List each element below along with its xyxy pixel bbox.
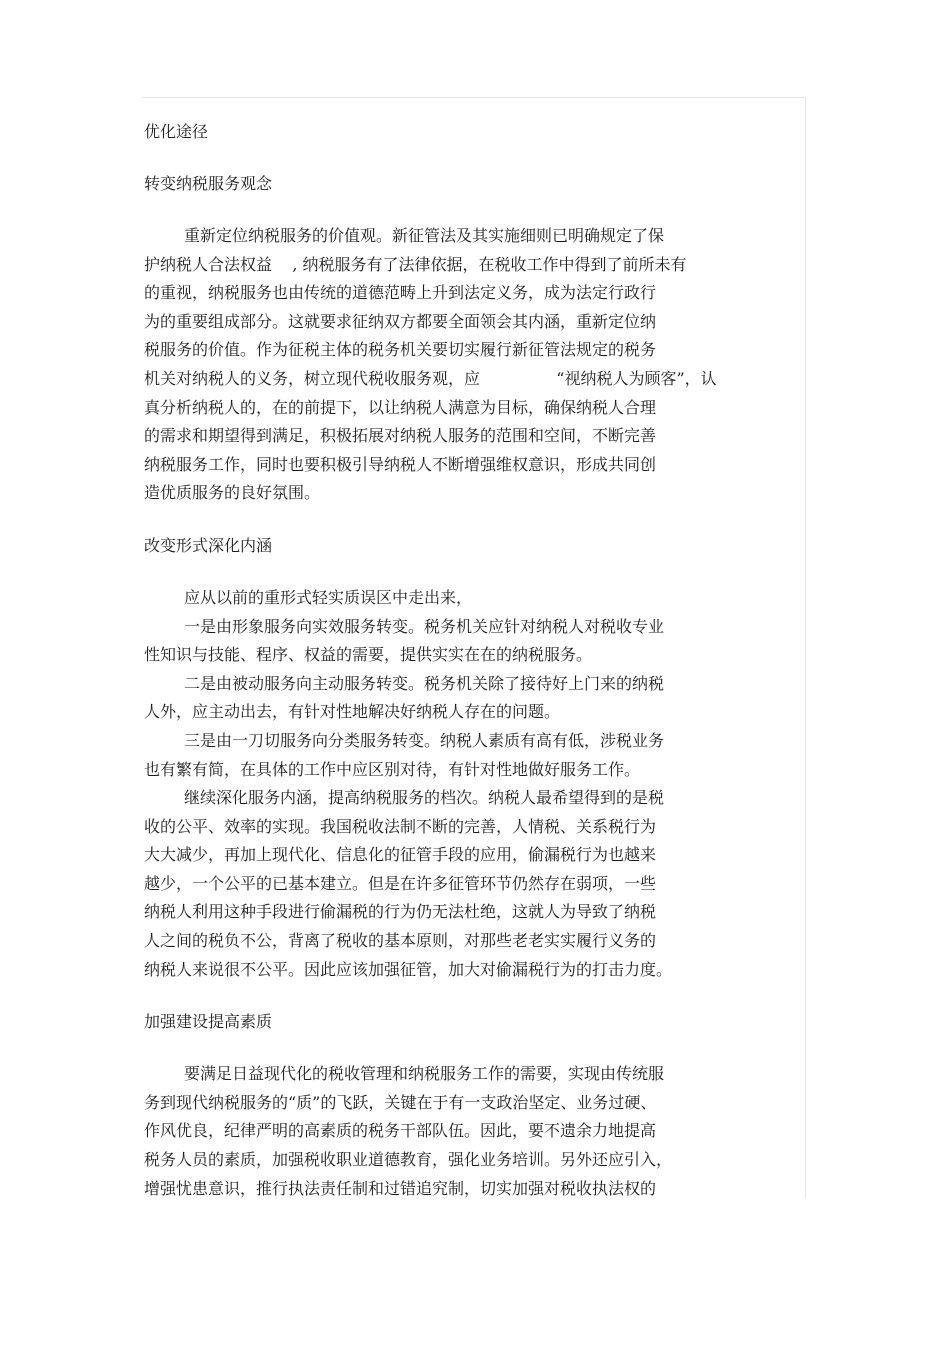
text-line: 性知识与技能、程序、权益的需要，提供实实在在的纳税服务。 <box>144 645 593 665</box>
paragraph <box>144 222 794 508</box>
text-line: 收的公平、效率的实现。我国税收法制不断的完善，人情税、关系税行为 <box>144 816 657 836</box>
text-line: 造优质服务的良好氛围。 <box>144 483 321 503</box>
text-line: 也有繁有简，在具体的工作中应区别对待，有针对性地做好服务工作。 <box>144 759 641 779</box>
text-line: 越少，一个公平的已基本建立。但是在许多征管环节仍然存在弱项，一些 <box>144 873 657 893</box>
text-line: 三是由一刀切服务向分类服务转变。纳税人素质有高有低，涉税业务 <box>184 730 665 750</box>
text-line: 税服务的价值。作为征税主体的税务机关要切实履行新征管法规定的税务 <box>144 340 657 360</box>
paragraph <box>144 1060 794 1203</box>
text-line: 真分析纳税人的，在的前提下，以让纳税人满意为目标，确保纳税人合理 <box>144 397 657 417</box>
text-line: 增强忧患意识，推行执法责任制和过错追究制，切实加强对税收执法权的 <box>144 1178 657 1198</box>
text-line: 二是由被动服务向主动服务转变。税务机关除了接待好上门来的纳税 <box>184 673 665 693</box>
text-line: 务到现代纳税服务的“质”的飞跃，关键在于有一支政治坚定、业务过硬、 <box>144 1092 657 1112</box>
text-line: 税务人员的素质，加强税收职业道德教育，强化业务培训。另外还应引入， <box>144 1150 673 1170</box>
text-line: 一是由形象服务向实效服务转变。税务机关应针对纳税人对税收专业 <box>184 616 665 636</box>
text-line: 护纳税人合法权益 , 纳税服务有了法律依据，在税收工作中得到了前所未有 <box>144 254 687 274</box>
section-heading: 改变形式深化内涵 <box>144 535 273 555</box>
text-line: 人外，应主动出去，有针对性地解决好纳税人存在的问题。 <box>144 702 561 722</box>
text-line: 纳税人来说很不公平。因此应该加强征管，加大对偷漏税行为的打击力度。 <box>144 959 673 979</box>
text-line: 要满足日益现代化的税收管理和纳税服务工作的需要，实现由传统服 <box>184 1064 665 1084</box>
text-line: 人之间的税负不公，背离了税收的基本原则，对那些老老实实履行义务的 <box>144 931 657 951</box>
paragraph <box>144 784 794 984</box>
text-line: 机关对纳税人的义务，树立现代税收服务观，应 “视纳税人为顾客”，认 <box>144 368 717 388</box>
section-heading: 加强建设提高素质 <box>144 1012 273 1032</box>
paragraph <box>144 727 794 784</box>
text-line: 纳税人利用这种手段进行偷漏税的行为仍无法杜绝，这就人为导致了纳税 <box>144 902 657 922</box>
text-line: 纳税服务工作，同时也要积极引导纳税人不断增强维权意识，形成共同创 <box>144 454 657 474</box>
text-line: 的重视，纳税服务也由传统的道德范畴上升到法定义务，成为法定行政行 <box>144 283 657 303</box>
text-line: 重新定位纳税服务的价值观。新征管法及其实施细则已明确规定了保 <box>184 226 665 245</box>
text-line: 应从以前的重形式轻实质误区中走出来， <box>184 587 473 607</box>
section-heading: 优化途径 <box>144 122 209 141</box>
text-line: 大大减少，再加上现代化、信息化的征管手段的应用，偷漏税行为也越来 <box>144 845 657 865</box>
paragraph <box>144 670 794 727</box>
paragraph <box>144 613 794 670</box>
text-line: 的需求和期望得到满足，积极拓展对纳税人服务的范围和空间，不断完善 <box>144 426 657 446</box>
text-line: 继续深化服务内涵，提高纳税服务的档次。纳税人最希望得到的是税 <box>184 788 665 808</box>
section-heading: 转变纳税服务观念 <box>144 174 273 193</box>
paragraph <box>144 584 794 613</box>
document-body <box>144 118 794 1203</box>
text-line: 为的重要组成部分。这就要求征纳双方都要全面领会其内涵，重新定位纳 <box>144 311 657 331</box>
text-line: 作风优良，纪律严明的高素质的税务干部队伍。因此，要不遗余力地提高 <box>144 1121 657 1141</box>
